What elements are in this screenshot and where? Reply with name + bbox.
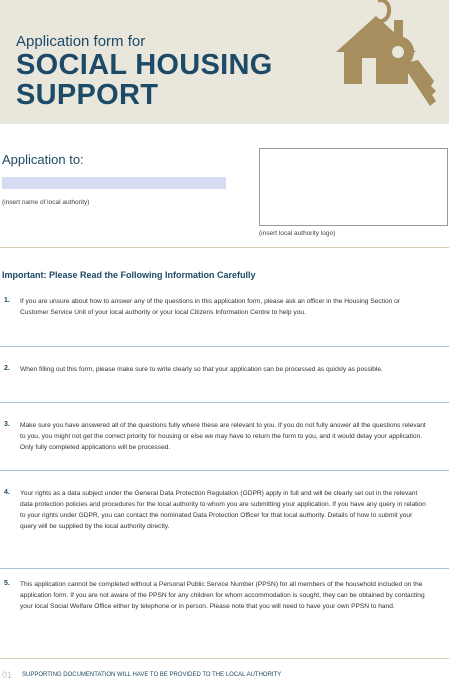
- important-heading: Important: Please Read the Following Information Carefully: [2, 270, 256, 280]
- form-title-line2: SUPPORT: [16, 79, 159, 111]
- local-authority-input[interactable]: [2, 177, 226, 189]
- house-key-icon: [332, 0, 442, 110]
- item-number: 3.: [4, 421, 10, 428]
- item-number: 2.: [4, 365, 10, 372]
- item-text: If you are unsure about how to answer any of the questions in this application form, please ask an officer in the Housing Section or Customer Service Unit of your local authority or your local Citizens Information Centre to help you.: [20, 298, 400, 316]
- application-to-label: Application to:: [2, 152, 84, 167]
- section-number: 01: [2, 670, 13, 680]
- divider: [0, 658, 449, 659]
- item-number: 5.: [4, 580, 10, 587]
- item-number: 4.: [4, 489, 10, 496]
- form-title-line1: SOCIAL HOUSING: [16, 49, 273, 81]
- divider: [0, 402, 449, 403]
- divider: [0, 247, 449, 248]
- divider: [0, 470, 449, 471]
- header-banner: [0, 0, 449, 124]
- divider: [0, 568, 449, 569]
- item-text: Make sure you have answered all of the questions fully where these are relevant to you. If you do not fully answer all the questions relevant to you, you might not get the correct priority for housing or else we may have to return the form to you, and it would delay your application. Only fully completed applications will be processed.: [20, 422, 426, 451]
- divider: [0, 346, 449, 347]
- item-text: Your rights as a data subject under the General Data Protection Regulation (GDPR) apply in full and will be clearly set out in the relevant data protection policies and procedures for the local authority to whom you are submitting your application. If you have any query in relation to your rights under GDPR, you can contact the nominated Data Protection Officer for that local authority. Details of how to submit your query will be supplied by the local authority directly.: [20, 490, 426, 530]
- authority-logo-caption: (insert local authority logo): [259, 230, 336, 237]
- item-number: 1.: [4, 297, 10, 304]
- item-text: When filling out this form, please make sure to write clearly so that your application can be processed as quickly as possible.: [20, 366, 383, 373]
- item-text: This application cannot be completed without a Personal Public Service Number (PPSN) for all members of the household included on the application form. If you are not aware of the PPSN for any children for whom accommodation is sought, they can be obtained by contacting your local Social Welfare Office either by telephone or in person. Please note that you will need to have your own PPSN to hand.: [20, 581, 425, 610]
- form-title: [16, 50, 273, 110]
- section-heading: SUPPORTING DOCUMENTATION WILL HAVE TO BE PROVIDED TO THE LOCAL AUTHORITY: [22, 672, 282, 678]
- authority-logo-box[interactable]: [259, 148, 448, 226]
- form-subtitle: Application form for: [16, 33, 146, 50]
- local-authority-caption: (insert name of local authority): [2, 199, 90, 206]
